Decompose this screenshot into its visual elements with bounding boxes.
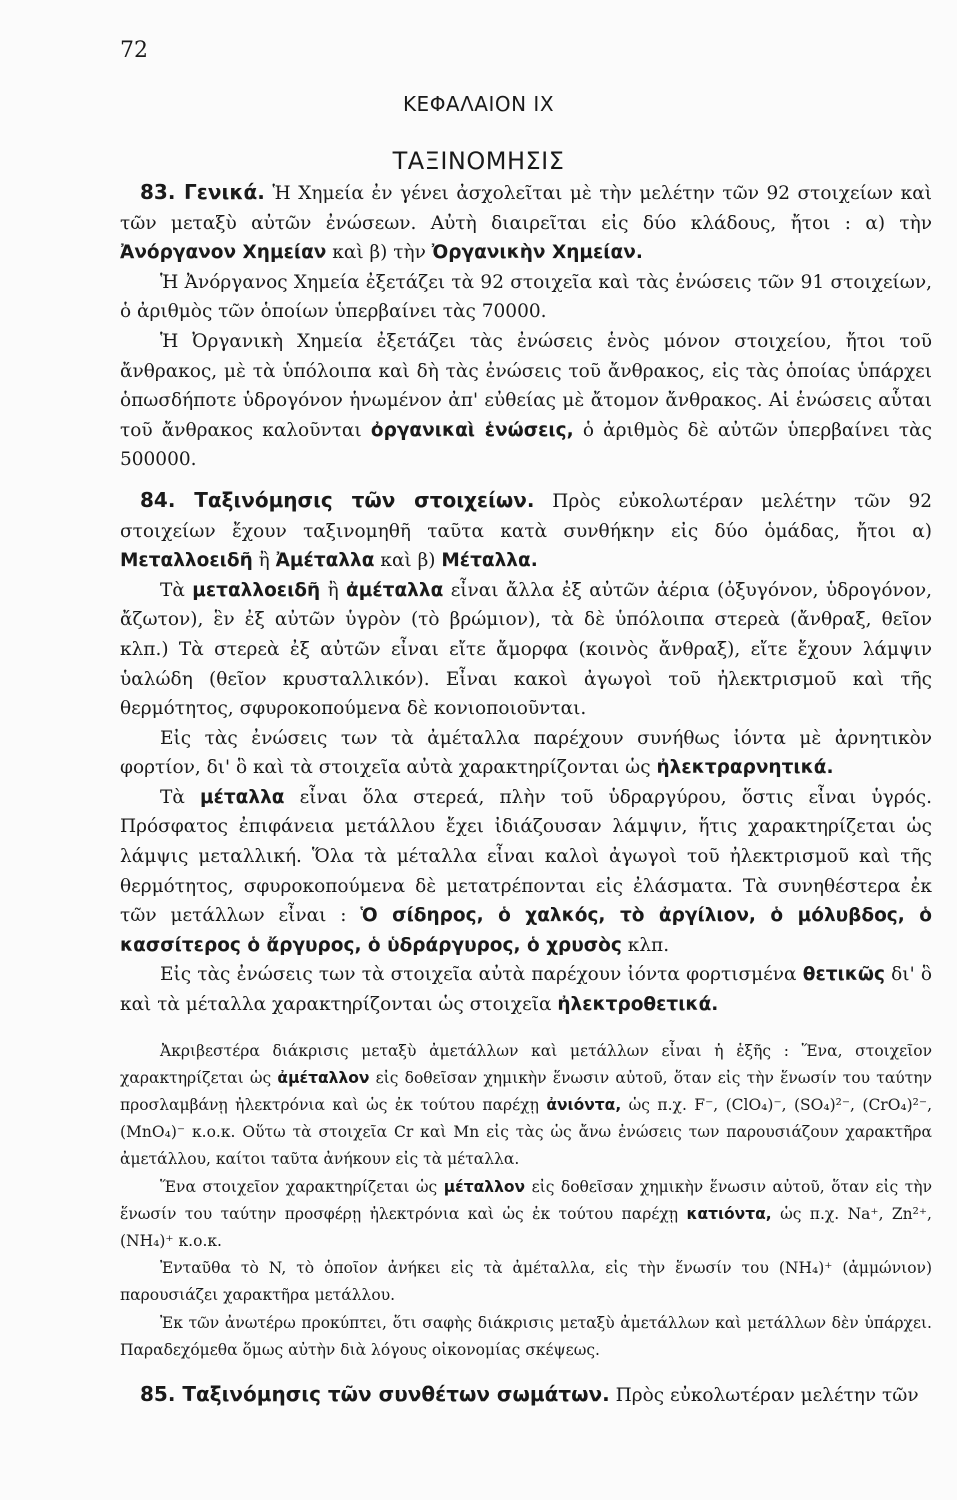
text: ὡς π.χ. F⁻, (ClO₄)⁻, (SO₄)²⁻, (CrO₄)²⁻, (MnO₄)⁻ κ.ο.κ. Οὕτω τὰ στοιχεῖα Cr καὶ Mn εἰς τὰς ὡς ἄνω ἐνώσεις των παρουσιάζουν χαρακτῆρα ἀμετάλλου, καίτοι ταῦτα ἀνήκουν εἰς τὰ μέταλλα.	[120, 1096, 932, 1169]
term-anions: ἀνιόντα,	[546, 1096, 622, 1115]
text: Ἡ Χημεία ἐν γένει ἀσχολεῖται μὲ τὴν μελέτην τῶν 92 στοιχείων καὶ τῶν μεταξὺ αὐτῶν ἐνώσεων. Αὐτὴ διαιρεῖται εἰς δύο κλάδους, ἤτοι : α) τὴν	[120, 183, 932, 234]
section-83-paragraph-2: Ἡ Ἀνόργανος Χημεία ἐξετάζει τὰ 92 στοιχεῖα καὶ τὰς ἐνώσεις τῶν 91 στοιχείων, ὁ ἀριθμὸς τῶν ὁποίων ὑπερβαίνει τὰς 70000.	[120, 271, 932, 323]
text: δι' ὃ καὶ τὰ μέταλλα χαρακτηρίζονται ὡς στοιχεῖα	[120, 964, 932, 1016]
section-85-heading: 85. Ταξινόμησις τῶν συνθέτων σωμάτων.	[140, 1382, 610, 1407]
section-83-paragraph-1	[120, 178, 932, 268]
chapter-title: ΤΑΞΙΝΟΜΗΣΙΣ	[392, 147, 565, 175]
text: Εἰς τὰς ἐνώσεις των τὰ ἀμέταλλα παρέχουν συνήθως ἰόντα μὲ ἀρνητικὸν φορτίον, δι' ὃ καὶ τὰ στοιχεῖα αὐτὰ χαρακτηρίζονται ὡς	[120, 727, 932, 779]
section-84-paragraph-3	[120, 724, 932, 783]
section-84-heading: 84. Ταξινόμησις τῶν στοιχείων.	[140, 487, 535, 512]
text: Τὰ	[160, 786, 185, 808]
text: ὁ ἀριθμὸς δὲ αὐτῶν ὑπερβαίνει τὰς 500000.	[120, 419, 932, 471]
term-metals: μέταλλα	[199, 786, 285, 808]
section-83-heading: 83. Γενικά.	[140, 180, 265, 204]
section-84-paragraph-5	[120, 960, 932, 1019]
section-85-paragraph-1	[120, 1380, 932, 1411]
page-body	[120, 178, 932, 1411]
text: καὶ β)	[380, 550, 436, 572]
text: εἶναι ἄλλα ἐξ αὐτῶν ἀέρια (ὀξυγόνον, ὑδρογόνον, ἄζωτον), ἓν ἐξ αὐτῶν ὑγρὸν (τὸ βρώμιον), τὰ δὲ ὑπόλοιπα στερεὰ (ἄνθραξ, θεῖον κλπ.) Τὰ στερεὰ ἐξ αὐτῶν εἶναι εἴτε ἄμορφα (κοινὸς ἄνθραξ), εἴτε ἔχουν λάμψιν ὑαλώδη (θεῖον κρυσταλλικόν). Εἶναι κακοὶ ἀγωγοὶ τοῦ ἠλεκτρισμοῦ καὶ τῆς θερμότητος, σφυροκοπούμενα δὲ κονιοποιοῦνται.	[120, 579, 932, 720]
note-paragraph-4: Ἐκ τῶν ἀνωτέρω προκύπτει, ὅτι σαφὴς διάκρισις μεταξὺ ἀμετάλλων καὶ μετάλλων δὲν ὑπάρχει. Παραδεχόμεθα ὅμως αὐτὴν διὰ λόγους οἰκονομίας σκέψεως.	[120, 1313, 932, 1359]
note-paragraph-1	[120, 1038, 932, 1174]
text: Ἡ Ὀργανικὴ Χημεία ἐξετάζει τὰς ἐνώσεις ἑνὸς μόνον στοιχείου, ἤτοι τοῦ ἄνθρακος, μὲ τὰ ὑπόλοιπα καὶ δὴ τὰς ἐνώσεις τοῦ ἄνθρακος, εἰς τὰς ὁποίας ὑπάρχει ὁπωσδήποτε ὑδρογόνον ἡνωμένον ἀπ' εὐθείας μὲ ἄτομον ἄνθρακος. Αἱ ἑνώσεις αὗται τοῦ ἄνθρακος καλοῦνται	[120, 330, 932, 441]
term-electropositive: ἠλεκτροθετικά.	[557, 994, 719, 1016]
section-83-paragraph-3	[120, 327, 932, 475]
text: καὶ β) τὴν	[332, 242, 426, 264]
note-paragraph-2	[120, 1174, 932, 1256]
text: ὡς π.χ. Na⁺, Zn²⁺, (NH₄)⁺ κ.ο.κ.	[120, 1204, 932, 1251]
term-metals: Μέταλλα.	[441, 550, 538, 572]
text: Εἰς τὰς ἐνώσεις των τὰ στοιχεῖα αὐτὰ παρέχουν ἰόντα φορτισμένα	[160, 964, 797, 986]
text: Ἕνα στοιχεῖον χαρακτηρίζεται ὡς	[160, 1177, 438, 1196]
text: Πρὸς εὐκολωτέραν μελέτην τῶν	[615, 1385, 919, 1407]
text: εἰς δοθεῖσαν χημικὴν ἕνωσιν αὐτοῦ, ὅταν εἰς τὴν ἕνωσίν του ταύτην προσφέρῃ ἠλεκτρόνια καὶ ὡς ἐκ τούτου παρέχῃ	[120, 1177, 932, 1223]
term-metal: μέταλλον	[443, 1177, 526, 1196]
section-84-paragraph-2	[120, 576, 932, 724]
page-number: 72	[120, 38, 148, 63]
term-cations: κατιόντα,	[686, 1204, 772, 1223]
term-positive: θετικῶς	[802, 964, 885, 986]
chapter-label: ΚΕΦΑΛΑΙΟΝ ΙΧ	[402, 92, 555, 116]
text: κλπ.	[627, 934, 670, 956]
text: Πρὸς εὐκολωτέραν μελέτην τῶν 92 στοιχείων ἔχουν ταξινομηθῆ ταῦτα κατὰ συνθήκην εἰς δύο ὁμάδας, ἤτοι α)	[120, 490, 932, 542]
note-paragraph-3: Ἐνταῦθα τὸ N, τὸ ὁποῖον ἀνήκει εἰς τὰ ἀμέταλλα, εἰς τὴν ἕνωσίν του (NH₄)⁺ (ἀμμώνιον) παρουσιάζει χαρακτῆρα μετάλλου.	[120, 1259, 932, 1305]
metal-list: Ὁ σίδηρος, ὁ χαλκός, τὸ ἀργίλιον, ὁ μόλυβδος, ὁ κασσίτερος ὁ ἄργυρος, ὁ ὑδράργυρος, ὁ χρυσὸς	[120, 905, 932, 956]
term-nonmetals: ἀμέταλλα	[346, 579, 444, 601]
term-electronegative: ἠλεκτραρνητικά.	[656, 757, 834, 779]
section-84-paragraph-1	[120, 486, 932, 576]
text: Τὰ	[160, 579, 185, 601]
text: ἢ	[327, 579, 339, 601]
text: εἶναι ὅλα στερεά, πλὴν τοῦ ὑδραργύρου, ὅστις εἶναι ὑγρός. Πρόσφατος ἐπιφάνεια μετάλλου ἔχει ἰδιάζουσαν λάμψιν, ἥτις χαρακτηρίζεται ὡς λάμψις μεταλλική. Ὅλα τὰ μέταλλα εἶναι καλοὶ ἀγωγοὶ τοῦ ἠλεκτρισμοῦ καὶ τῆς θερμότητος, σφυροκοπούμενα δὲ μετατρέπονται εἰς ἐλάσματα. Τὰ συνηθέστερα ἐκ τῶν μετάλλων εἶναι :	[120, 786, 932, 927]
text: Ἀκριβεστέρα διάκρισις μεταξὺ ἀμετάλλων καὶ μετάλλων εἶναι ἡ ἑξῆς : Ἕνα, στοιχεῖον χαρακτηρίζεται ὡς	[120, 1041, 932, 1087]
term-inorganic: Ἀνόργανον Χημείαν	[120, 242, 327, 264]
term-metalloids: Μεταλλοειδῆ	[120, 550, 253, 572]
section-84-paragraph-4	[120, 783, 932, 961]
term-organic: Ὀργανικὴν Χημείαν.	[431, 242, 643, 264]
term-organic-compounds: ὀργανικαὶ ἑνώσεις,	[370, 419, 574, 441]
term-nonmetals: Ἀμέταλλα	[275, 550, 375, 572]
term-nonmetal: ἀμέταλλον	[277, 1068, 370, 1087]
text: ἢ	[258, 550, 270, 572]
text: εἰς δοθεῖσαν χημικὴν ἕνωσιν αὐτοῦ, ὅταν εἰς τὴν ἕνωσίν του ταύτην προσλαμβάνῃ ἠλεκτρόνια καὶ ὡς ἐκ τούτου παρέχῃ	[120, 1068, 933, 1115]
term-metalloids: μεταλλοειδῆ	[192, 579, 321, 601]
